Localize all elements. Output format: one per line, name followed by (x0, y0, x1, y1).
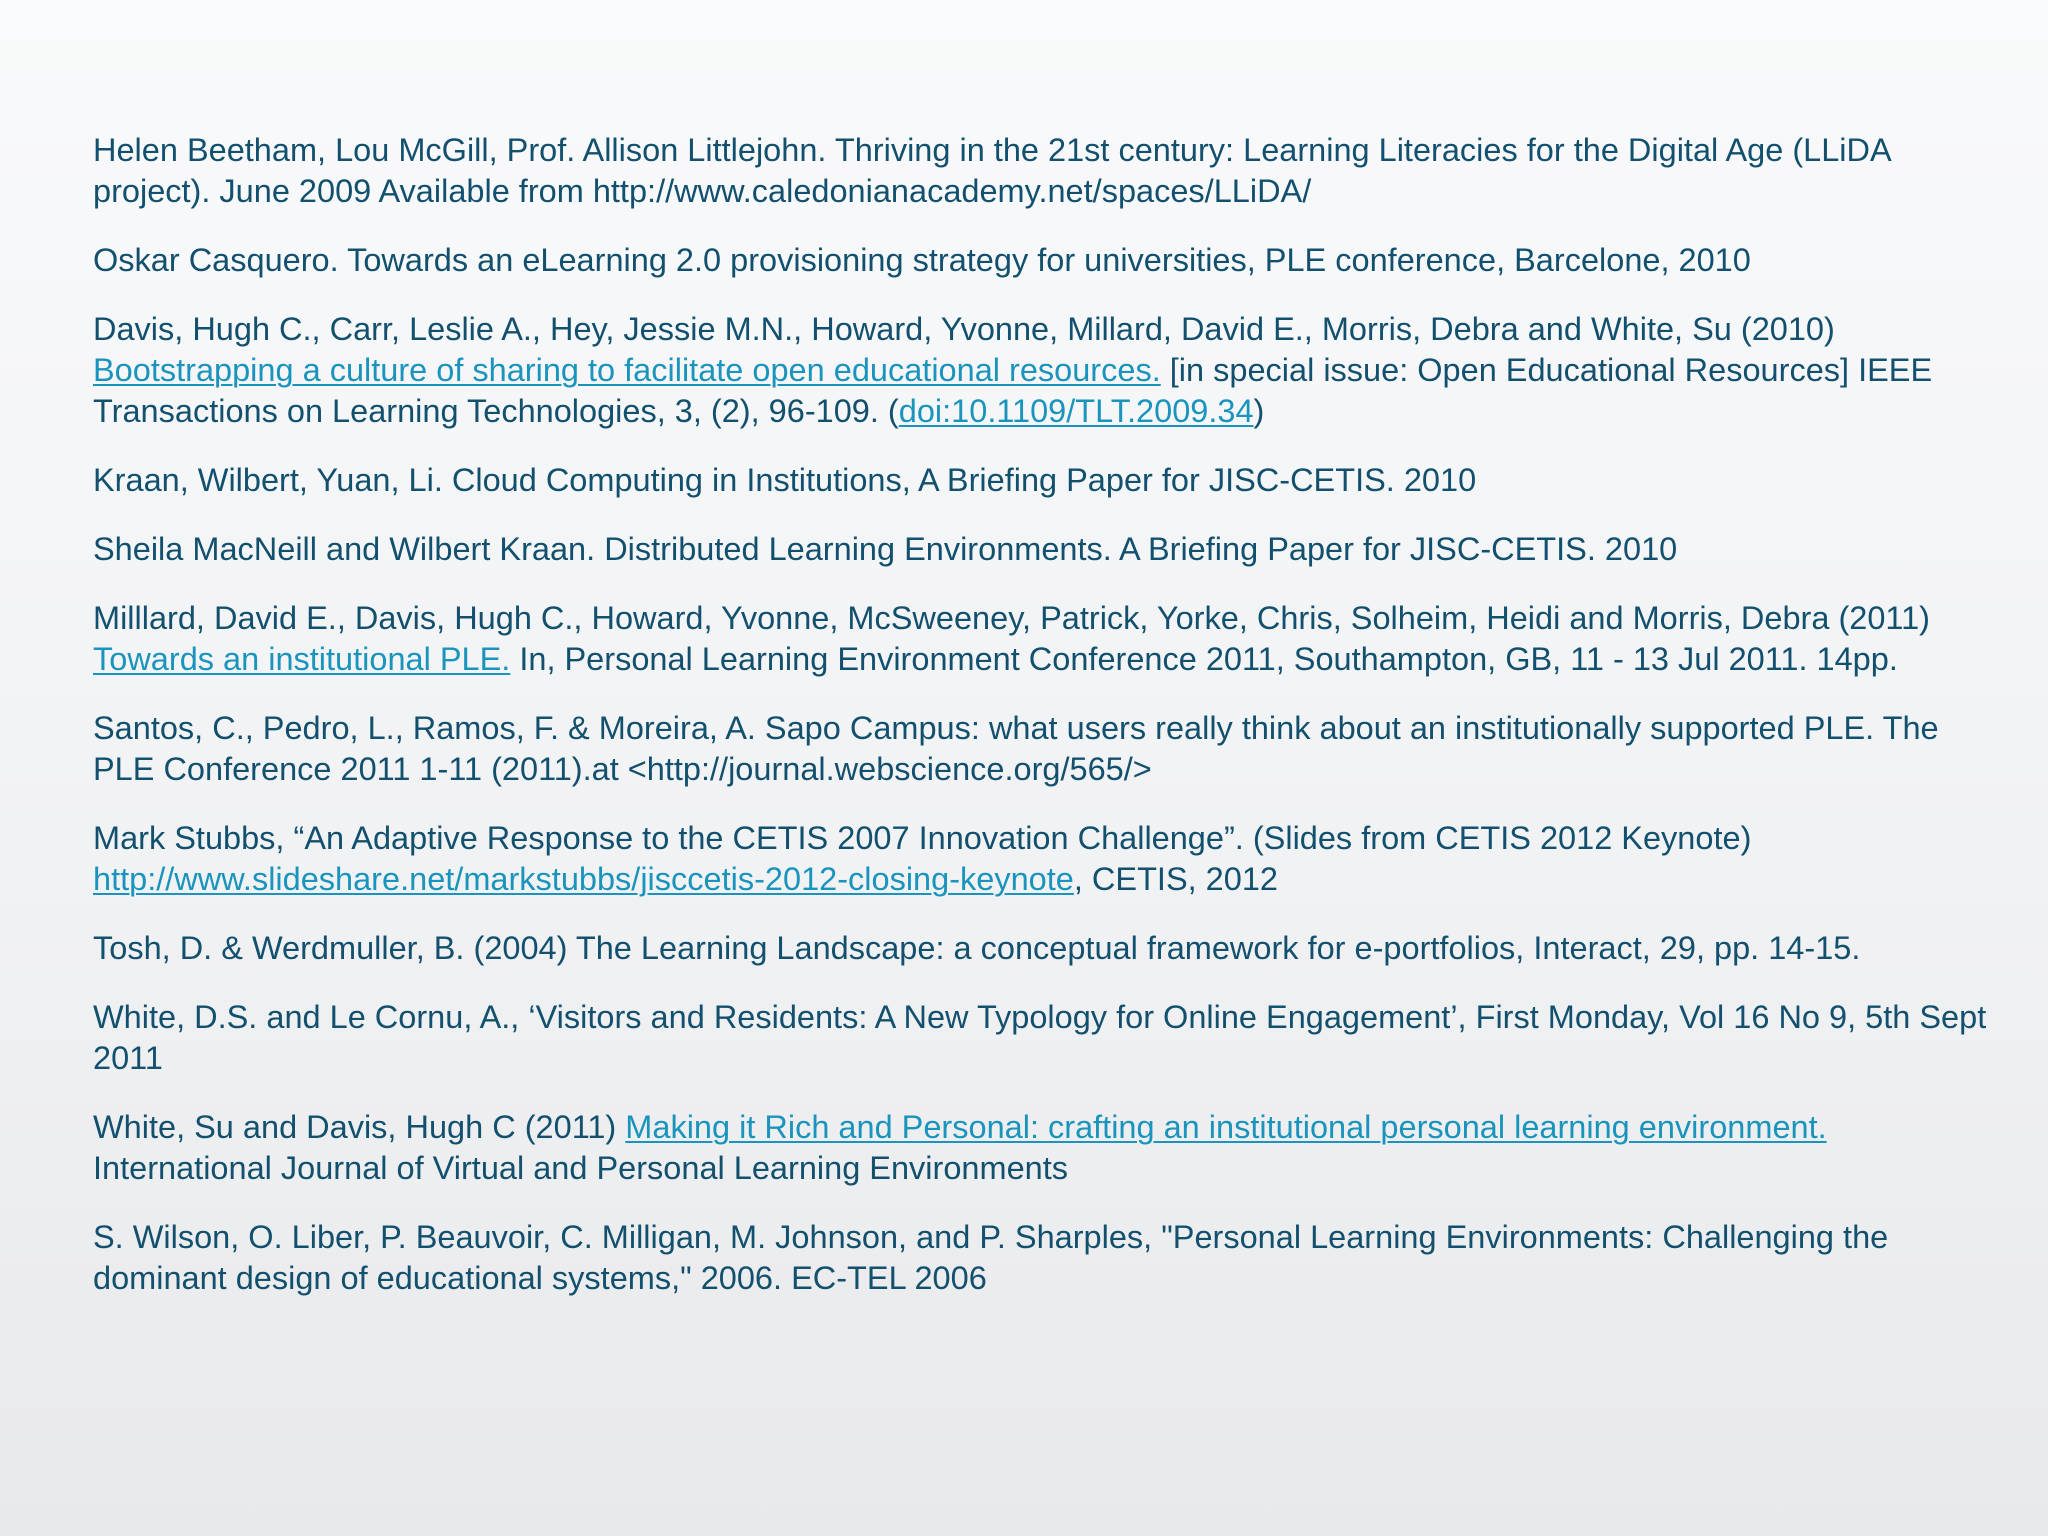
reference-item (93, 997, 2008, 1079)
reference-text: Sheila MacNeill and Wilbert Kraan. Distributed Learning Environments. A Briefing Paper for JISC-CETIS. 2010 (93, 531, 1678, 567)
reference-text: Kraan, Wilbert, Yuan, Li. Cloud Computing in Institutions, A Briefing Paper for JISC-CETIS. 2010 (93, 462, 1477, 498)
reference-item (93, 818, 2008, 900)
reference-text: , CETIS, 2012 (1073, 861, 1278, 897)
reference-item (93, 1107, 2008, 1189)
reference-text: [in special issue: Open Educational Resources] IEEE Transactions on Learning Technologies, 3, (2), 96-109. ( (93, 352, 1933, 429)
reference-link[interactable]: Bootstrapping a culture of sharing to facilitate open educational resources. (93, 352, 1161, 388)
reference-text: Oskar Casquero. Towards an eLearning 2.0 provisioning strategy for universities, PLE conference, Barcelone, 2010 (93, 242, 1751, 278)
reference-item (93, 529, 2008, 570)
reference-text: ) (1253, 393, 1265, 429)
reference-text: S. Wilson, O. Liber, P. Beauvoir, C. Milligan, M. Johnson, and P. Sharples, "Personal Learning Environments: Challenging the dominant design of educational systems," 2006. EC-TEL 2006 (93, 1219, 1889, 1296)
reference-item (93, 460, 2008, 501)
reference-link[interactable]: http://www.slideshare.net/markstubbs/jisccetis-2012-closing-keynote (93, 861, 1074, 897)
reference-item (93, 130, 2008, 212)
reference-text: Mark Stubbs, “An Adaptive Response to the CETIS 2007 Innovation Challenge”. (Slides from CETIS 2012 Keynote) (93, 820, 1752, 856)
reference-item (93, 928, 2008, 969)
reference-link[interactable]: Towards an institutional PLE. (93, 641, 511, 677)
reference-link[interactable]: doi:10.1109/TLT.2009.34 (898, 393, 1254, 429)
reference-text: White, D.S. and Le Cornu, A., ‘Visitors and Residents: A New Typology for Online Engagement’, First Monday, Vol 16 No 9, 5th Sept 2011 (93, 999, 1987, 1076)
reference-list (93, 130, 2008, 1299)
reference-text: Davis, Hugh C., Carr, Leslie A., Hey, Jessie M.N., Howard, Yvonne, Millard, David E., Morris, Debra and White, Su (2010) (93, 311, 1835, 347)
reference-text: In, Personal Learning Environment Conference 2011, Southampton, GB, 11 - 13 Jul 2011. 14pp. (510, 641, 1898, 677)
reference-item (93, 309, 2008, 432)
reference-text: International Journal of Virtual and Personal Learning Environments (93, 1150, 1068, 1186)
reference-item (93, 708, 2008, 790)
reference-text: White, Su and Davis, Hugh C (2011) (93, 1109, 626, 1145)
reference-text: Tosh, D. & Werdmuller, B. (2004) The Learning Landscape: a conceptual framework for e-portfolios, Interact, 29, pp. 14-15. (93, 930, 1861, 966)
reference-text: Milllard, David E., Davis, Hugh C., Howard, Yvonne, McSweeney, Patrick, Yorke, Chris, Solheim, Heidi and Morris, Debra (2011) (93, 600, 1930, 636)
reference-text: Helen Beetham, Lou McGill, Prof. Allison Littlejohn. Thriving in the 21st century: Learning Literacies for the Digital Age (LLiDA project). June 2009 Available from http://www.caledonianacademy.net/spaces/LLiDA/ (93, 132, 1890, 209)
reference-link[interactable]: Making it Rich and Personal: crafting an institutional personal learning environment. (625, 1109, 1827, 1145)
reference-text: Santos, C., Pedro, L., Ramos, F. & Moreira, A. Sapo Campus: what users really think about an institutionally supported PLE. The PLE Conference 2011 1-11 (2011).at <http://journal.webscience.org/565/> (93, 710, 1939, 787)
reference-item (93, 240, 2008, 281)
reference-item (93, 598, 2008, 680)
reference-item (93, 1217, 2008, 1299)
